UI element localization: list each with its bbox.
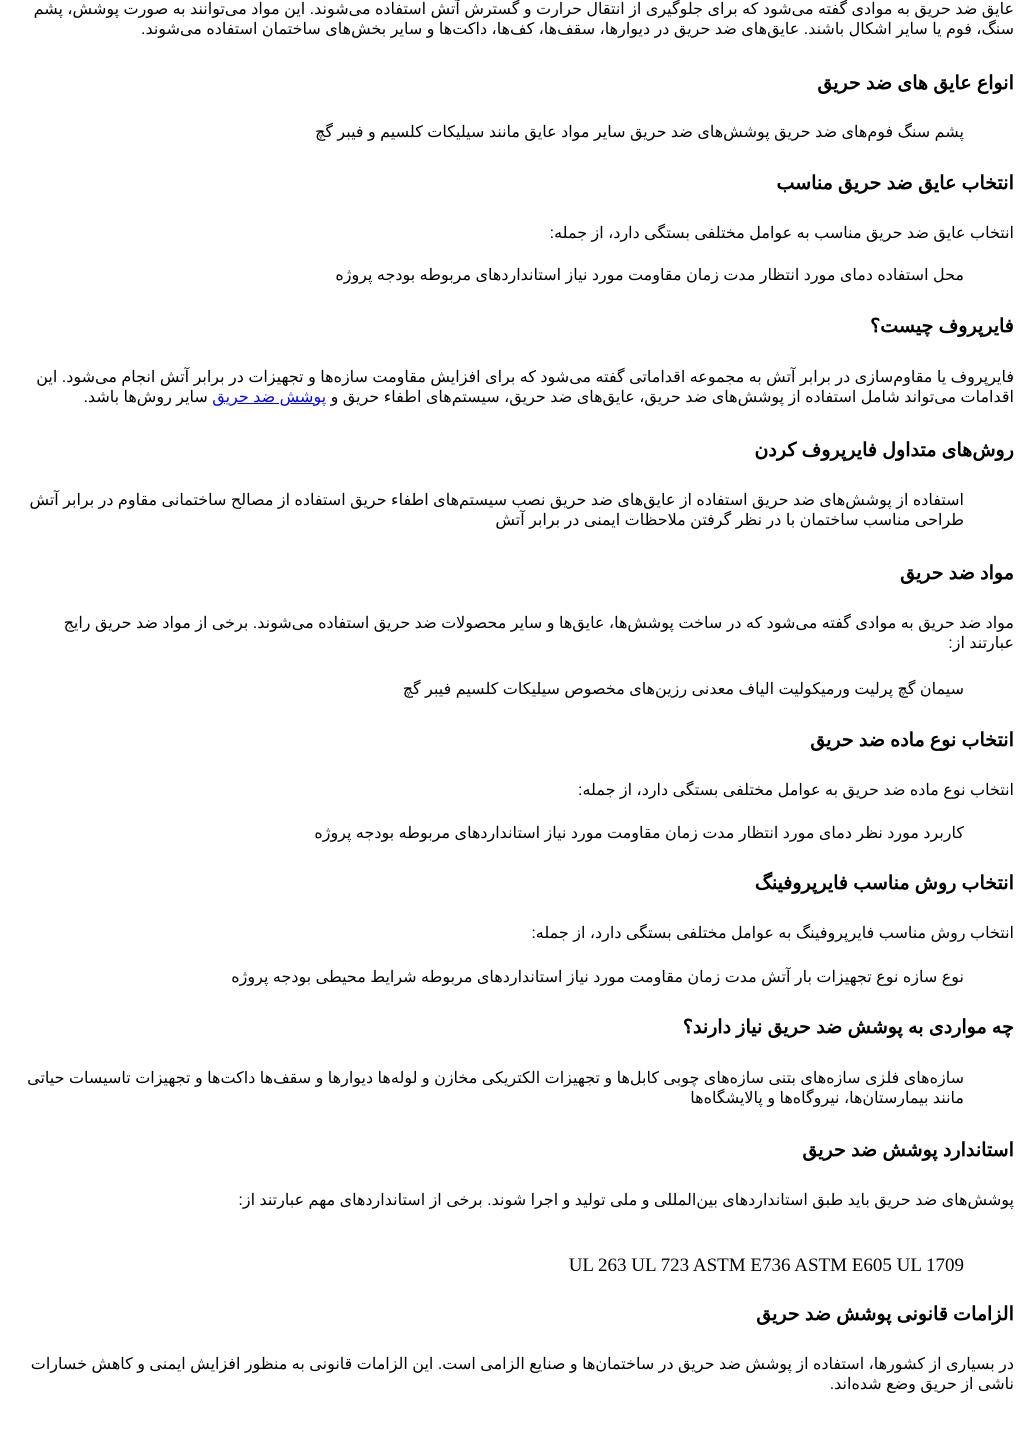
heading-insulation-types: انواع عایق های ضد حریق [817,73,1014,94]
paragraph-choose-insulation: انتخاب عایق ضد حریق مناسب به عوامل مختلفی بستگی دارد، از جمله: [549,225,1014,242]
paragraph-legal: در بسیاری از کشورها، استفاده از پوشش ضد حریق در ساختمان‌ها و صنایع الزامی است. این الزامات قانونی به منظور افزایش ایمنی و کاهش خسارات ناشی از حریق وضع شده‌اند. [30,1356,1014,1393]
paragraph-fireproof-text-1: فایرپروف یا مقاوم‌سازی در برابر آتش به مجموعه اقداماتی گفته می‌شود که برای افزایش مقاومت سازه‌ها و تجهیزات در برابر آتش انجام می‌شود. این اقدامات می‌تواند شامل استفاده از پوشش‌های ضد حریق، عایق‌های ضد حریق، سیستم‌های اطفاء حریق و [36,369,1014,406]
heading-choose-method: انتخاب روش مناسب فایرپروفینگ [754,873,1014,894]
heading-standards: استاندارد پوشش ضد حریق [802,1140,1014,1161]
heading-fireproof-what: فایرپروف چیست؟ [870,316,1014,337]
paragraph-standards: پوشش‌های ضد حریق باید طبق استانداردهای بین‌المللی و ملی تولید و اجرا شوند. برخی از استانداردهای مهم عبارتند از: [238,1192,1014,1209]
list-what-needs: سازه‌های فلزی سازه‌های بتنی سازه‌های چوبی کابل‌ها و تجهیزات الکتریکی مخازن و لوله‌ها دیوارها و سقف‌ها داکت‌ها و تجهیزات تاسیسات حیاتی مانند بیمارستان‌ها، نیروگاه‌ها و پالایشگاه‌ها [27,1070,964,1107]
heading-common-methods: روش‌های متداول فایرپروف کردن [754,440,1014,461]
list-standards: UL 263 UL 723 ASTM E736 ASTM E605 UL 1709 [568,1255,964,1276]
list-choose-method: نوع سازه نوع تجهیزات بار آتش مدت زمان مقاومت مورد نیاز استانداردهای مربوطه شرایط محیطی بودجه پروژه [231,969,964,986]
paragraph-choose-method: انتخاب روش مناسب فایرپروفینگ به عوامل مختلفی بستگی دارد، از جمله: [531,925,1014,942]
paragraph-fireproof-what [18,368,1014,408]
heading-choose-material: انتخاب نوع ماده ضد حریق [810,730,1014,751]
list-fire-materials: سیمان گچ پرلیت ورمیکولیت الیاف معدنی رزین‌های مخصوص سیلیکات کلسیم فیبر گچ [402,681,964,698]
paragraph-fireproof-text-2: سایر روش‌ها باشد. [83,389,213,406]
paragraph-choose-material: انتخاب نوع ماده ضد حریق به عوامل مختلفی بستگی دارد، از جمله: [578,782,1014,799]
list-common-methods: استفاده از پوشش‌های ضد حریق استفاده از عایق‌های ضد حریق نصب سیستم‌های اطفاء حریق استفاده از مصالح ساختمانی مقاوم در برابر آتش طراحی مناسب ساختمان با در نظر گرفتن ملاحظات ایمنی در برابر آتش [29,492,964,529]
intro-paragraph: عایق ضد حریق به موادی گفته می‌شود که برای جلوگیری از انتقال حرارت و گسترش آتش استفاده می‌شوند. این مواد می‌توانند به صورت پوشش، پشم سنگ، فوم یا سایر اشکال باشند. عایق‌های ضد حریق در دیوارها، سقف‌ها، کف‌ها، داکت‌ها و سایر بخش‌های ساختمان استفاده می‌شوند. [33,1,1014,38]
list-insulation-types: پشم سنگ فوم‌های ضد حریق پوشش‌های ضد حریق سایر مواد عایق مانند سیلیکات کلسیم و فیبر گچ [315,124,964,141]
list-choose-insulation: محل استفاده دمای مورد انتظار مدت زمان مقاومت مورد نیاز استانداردهای مربوطه بودجه پروژه [335,267,964,284]
heading-what-needs: چه مواردی به پوشش ضد حریق نیاز دارند؟ [682,1017,1014,1038]
heading-legal: الزامات قانونی پوشش ضد حریق [756,1304,1014,1325]
fire-coating-link[interactable]: پوشش ضد حریق [212,389,327,406]
heading-choose-insulation: انتخاب عایق ضد حریق مناسب [776,173,1014,194]
heading-fire-materials: مواد ضد حریق [900,563,1014,584]
paragraph-fire-materials: مواد ضد حریق به موادی گفته می‌شود که در ساخت پوشش‌ها، عایق‌ها و سایر محصولات ضد حریق استفاده می‌شوند. برخی از مواد ضد حریق رایج عبارتند از: [63,615,1014,652]
list-choose-material: کاربرد مورد نظر دمای مورد انتظار مدت زمان مقاومت مورد نیاز استانداردهای مربوطه بودجه پروژه [314,825,964,842]
